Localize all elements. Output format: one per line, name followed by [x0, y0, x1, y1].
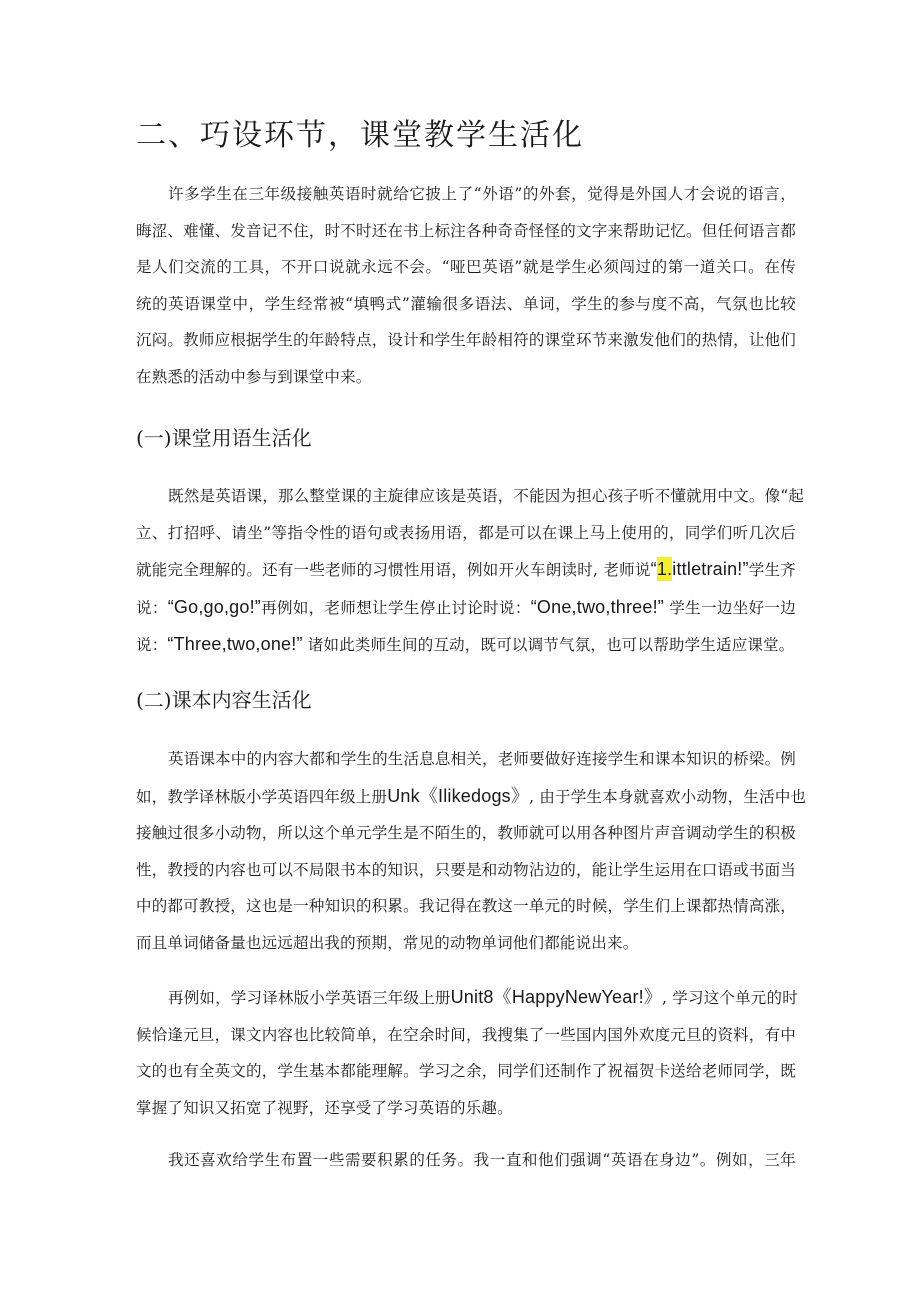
english-phrase: Unk《Ilikedogs》 [387, 785, 530, 806]
subsection-1-title: (一)课堂用语生活化 [136, 426, 312, 450]
para-line [136, 979, 796, 1017]
para-line: 掌握了知识又拓宽了视野，还享受了学习英语的乐趣。 [136, 1098, 513, 1117]
intro-line: 统的英语课堂中，学生经常被“填鸭式”灌输很多语法、单词，学生的参与度不高，气氛也比较 [136, 294, 796, 313]
text-run: 说： [136, 636, 168, 654]
text-run: 诸如此类师生间的互动，既可以调节气氛，也可以帮助学生适应课堂。 [302, 636, 795, 654]
subsection-2-title: (二)课本内容生活化 [136, 688, 312, 712]
para-line: 接触过很多小动物，所以这个单元学生是不陌生的，教师就可以用各种图片声音调动学生的积极 [136, 824, 796, 842]
text-run: 学生齐 [748, 561, 796, 579]
para-line: 中的都可教授，这也是一种知识的积累。我记得在教这一单元的时候，学生们上课都热情高涨， [136, 897, 796, 915]
open-quote: “ [650, 559, 657, 579]
text-run: , 由于学生本身就喜欢小动物，生活中也 [529, 787, 807, 806]
text-run: 再例如，老师想让学生停止讨论时说： [260, 598, 531, 617]
para-line [136, 626, 796, 664]
para-line [136, 778, 807, 816]
text-run: 再例如，学习译林版小学英语三年级上册 [168, 989, 451, 1007]
para-line [136, 551, 796, 589]
para-line [136, 589, 796, 627]
intro-line: 晦涩、难懂、发音记不住，时不时还在书上标注各种奇奇怪怪的文字来帮助记忆。但任何语言都 [136, 221, 796, 240]
para-line: 立、打招呼、请坐”等指令性的语句或表扬用语，都是可以在课上马上使用的，同学们听几次后 [136, 523, 796, 542]
text-run: 说： [136, 598, 168, 617]
english-phrase: ittletrain!” [672, 559, 749, 579]
english-phrase: “One,two,three!” [530, 596, 664, 617]
intro-paragraph [136, 176, 796, 395]
subsection-1-paragraph [136, 478, 805, 664]
para-line: 既然是英语课，那么整堂课的主旋律应该是英语，不能因为担心孩子听不懂就用中文。像“起 [168, 487, 805, 505]
english-phrase: “Three,two,one!” [167, 634, 303, 654]
para-line: 性，教授的内容也可以不局限书本的知识，只要是和动物沾边的，能让学生运用在口语或书面当 [136, 860, 796, 879]
intro-line: 在熟悉的活动中参与到课堂中来。 [136, 367, 372, 386]
text-run: 就能完全理解的。还有一些老师的习惯性用语，例如开火车朗读时, 老师说 [136, 561, 651, 579]
text-run: 学生一边坐好一边 [664, 598, 796, 617]
english-phrase: “Go,go,go!” [167, 596, 261, 617]
intro-line: 是人们交流的工具，不开口说就永远不会。“哑巴英语”就是学生必须闯过的第一道关口。在传 [136, 258, 796, 276]
para-line: 候恰逢元旦，课文内容也比较简单，在空余时间，我搜集了一些国内国外欢度元旦的资料，有中 [136, 1025, 796, 1044]
highlighted-text: 1. [656, 559, 673, 579]
english-phrase: Unit8《HappyNewYear!》 [450, 987, 663, 1007]
para-line: 而且单词储备量也远远超出我的预期，常见的动物单词他们都能说出来。 [136, 933, 639, 952]
para-line: 文的也有全英文的，学生基本都能理解。学习之余，同学们还制作了祝福贺卡送给老师同学，既 [136, 1062, 796, 1080]
para-line: 我还喜欢给学生布置一些需要积累的任务。我一直和他们强调“英语在身边”。例如，三年 [168, 1151, 796, 1169]
intro-line: 许多学生在三年级接触英语时就给它披上了“外语”的外套，觉得是外国人才会说的语言， [168, 185, 796, 203]
intro-line: 沉闷。教师应根据学生的年龄特点，设计和学生年龄相符的课堂环节来激发他们的热情，让他们 [136, 331, 796, 349]
para-line: 英语课本中的内容大都和学生的生活息息相关，老师要做好连接学生和课本知识的桥梁。例 [168, 750, 797, 768]
subsection-2-paragraph-2 [136, 979, 796, 1126]
text-run: 如，教学译林版小学英语四年级上册 [136, 787, 388, 806]
subsection-2-paragraph-1 [136, 741, 807, 961]
section-title: 二、巧设环节，课堂教学生活化 [136, 118, 584, 153]
text-run: , 学习这个单元的时 [662, 989, 798, 1007]
subsection-2-paragraph-3 [136, 1142, 796, 1179]
